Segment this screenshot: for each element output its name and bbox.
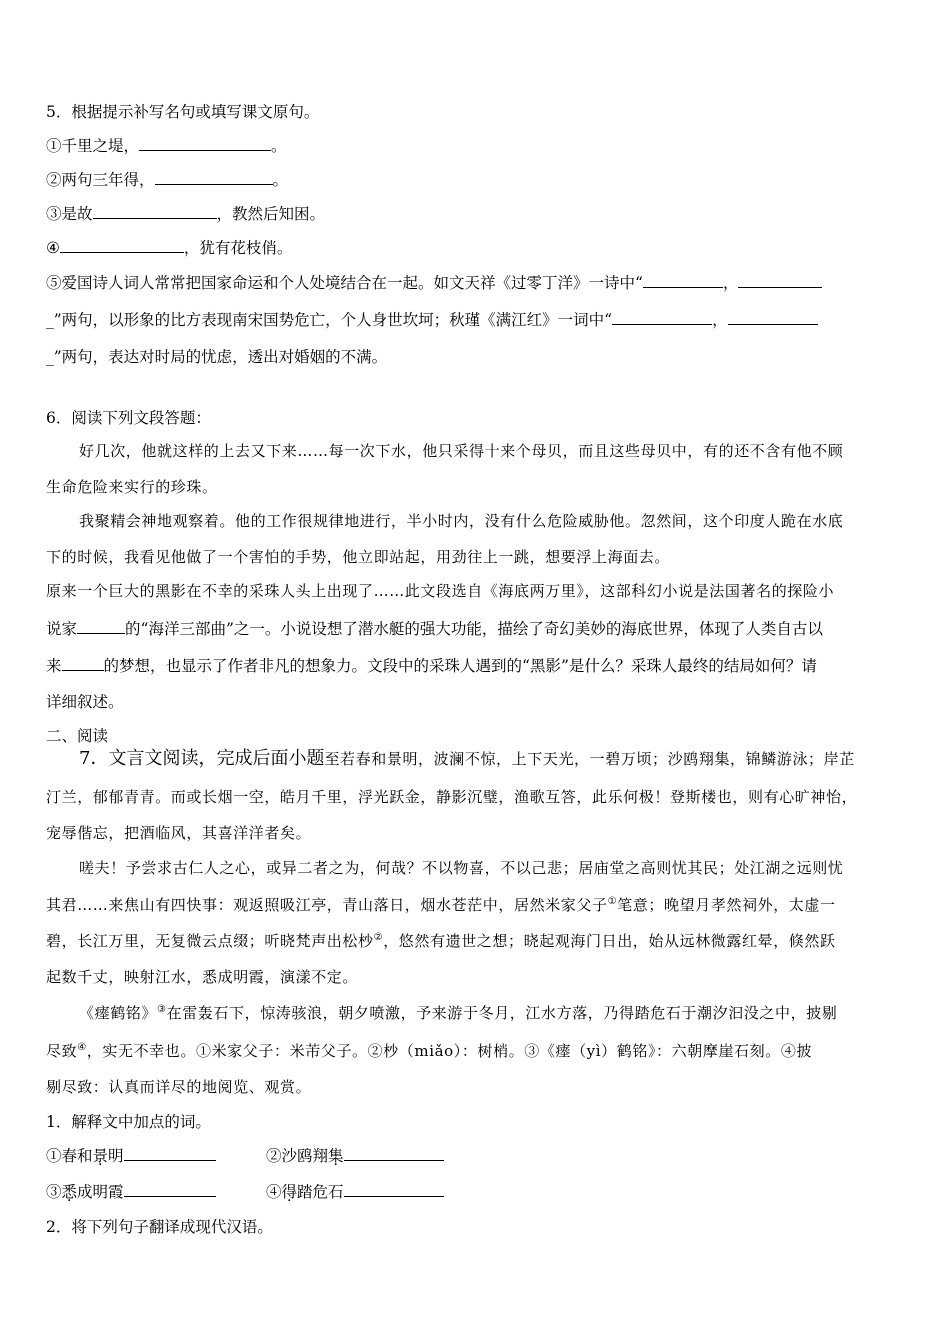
- passage-text: 笔意；晚望月孝然祠外，太虚一: [617, 896, 836, 914]
- item-text: 踏危石: [297, 1183, 344, 1201]
- q5-item-5-line-2: [46, 309, 818, 331]
- passage-line: [46, 618, 823, 640]
- q5-item-1: [46, 135, 287, 157]
- answer-blank[interactable]: [77, 619, 125, 634]
- item-text: ①春和: [46, 1147, 93, 1165]
- footnote-marker: ①: [607, 896, 618, 907]
- passage-line: 详细叙述。: [46, 693, 124, 711]
- word-item-4: [266, 1181, 444, 1203]
- answer-blank[interactable]: [344, 1182, 444, 1197]
- q7-title: 7．文言文阅读，完成后面小题: [79, 748, 325, 769]
- passage-line: [46, 894, 836, 916]
- passage-line: 嗟夫！予尝求古仁人之心，或异二者之为，何哉？不以物喜，不以己悲；居庙堂之高则忧其民；处江湖之远则忧: [79, 859, 844, 877]
- passage-line: 生命危险来实行的珍珠。: [46, 478, 218, 496]
- dotted-word: 悉: [61, 1183, 78, 1201]
- item-text: ，教然后知困。: [216, 205, 326, 223]
- passage-text: 《瘗鹤铭》: [79, 1004, 158, 1022]
- item-text: ⑤爱国诗人词人常常把国家命运和个人处境结合在一起。如文天祥《过零丁洋》一诗中“: [46, 274, 643, 292]
- answer-blank[interactable]: [738, 273, 822, 288]
- word-item-3: [46, 1181, 216, 1203]
- q6-title: 6．阅读下列文段答题：: [46, 409, 211, 427]
- item-text: 明: [108, 1147, 124, 1165]
- footnote-marker: ②: [373, 932, 384, 943]
- item-text: ②两句三年得，: [46, 171, 155, 189]
- footnote-marker: ③: [157, 1004, 167, 1015]
- item-text: 的“海洋三部曲”之一。小说设想了潜水艇的强大功能，描绘了奇幻美妙的海底世界，体现了人类自古以: [125, 620, 823, 638]
- section-title: 二、阅读: [46, 727, 109, 745]
- q7-sub-1-title: 1．解释文中加点的词。: [46, 1113, 211, 1131]
- word-item-1: [46, 1145, 216, 1167]
- item-text: ，: [722, 274, 739, 292]
- dotted-word: 得: [281, 1183, 298, 1201]
- q5-item-3: [46, 203, 325, 225]
- q7-sub-2-title: 2．将下列句子翻译成现代汉语。: [46, 1218, 273, 1236]
- item-text: 来: [46, 657, 62, 675]
- answer-blank[interactable]: [344, 1146, 444, 1161]
- item-text: 成明霞: [77, 1183, 124, 1201]
- dotted-word: 集: [328, 1147, 344, 1165]
- answer-blank[interactable]: [612, 310, 712, 325]
- passage-line: 好几次，他就这样的上去又下来……每一次下水，他只采得十来个母贝，而且这些母贝中，有的还不含有他不顾: [79, 442, 844, 460]
- item-text: ，犹有花枝俏。: [183, 239, 293, 257]
- passage-text: 至若春和景明，波澜不惊，上下天光，一碧万顷；沙鸥翔集，锦鳞游泳；岸芷: [324, 750, 855, 768]
- item-text: ③: [46, 1183, 62, 1201]
- item-text: 的梦想，也显示了作者非凡的想象力。文段中的采珠人遇到的“黑影”是什么？采珠人最终的结局如何？请: [103, 657, 817, 675]
- passage-line: 原来一个巨大的黑影在不幸的采珠人头上出现了……此文段选自《海底两万里》，这部科幻小说是法国著名的探险小: [46, 582, 835, 600]
- item-text: 说家: [46, 620, 78, 638]
- q5-item-5-line-3: _”两句，表达对时局的忧虑，透出对婚姻的不满。: [46, 348, 388, 366]
- q5-item-4: [46, 237, 292, 259]
- item-text: 。: [272, 171, 289, 189]
- passage-line: 下的时候，我看见他做了一个害怕的手势，他立即站起，用劲往上一跳，想要浮上海面去。: [46, 548, 671, 566]
- answer-blank[interactable]: [139, 136, 271, 151]
- q5-title: 5．根据提示补写名句或填写课文原句。: [46, 103, 320, 121]
- item-text: ④: [266, 1183, 282, 1201]
- passage-text: 碧，长江万里，无复微云点缀；听晓梵声出松杪: [46, 932, 374, 950]
- answer-blank[interactable]: [124, 1146, 216, 1161]
- passage-line: [79, 1002, 837, 1024]
- dotted-word: 景: [92, 1147, 109, 1165]
- answer-blank[interactable]: [155, 170, 273, 185]
- passage-line: [46, 1040, 812, 1062]
- item-text: ③是故: [46, 205, 93, 223]
- answer-blank[interactable]: [124, 1182, 216, 1197]
- passage-line: [46, 930, 836, 952]
- passage-line: 宠辱偕忘，把酒临风，其喜洋洋者矣。: [46, 824, 312, 842]
- passage-text: 尽致: [46, 1042, 78, 1060]
- passage-line: 汀兰，郁郁青青。而或长烟一空，皓月千里，浮光跃金，静影沉璧，渔歌互答，此乐何极！登斯楼也，则有心旷神怡，: [46, 788, 858, 806]
- passage-line: 剔尽致：认真而详尽的地阅览、观赏。: [46, 1078, 312, 1096]
- item-text: 。: [271, 137, 287, 155]
- answer-blank[interactable]: [728, 310, 818, 325]
- passage-text: ，悠然有遗世之想；晓起观海门日出，始从远林微露红晕，倏然跃: [383, 932, 836, 950]
- passage-line: 我聚精会神地观察着。他的工作很规律地进行，半小时内，没有什么危险威胁他。忽然间，这个印度人跪在水底: [79, 512, 844, 530]
- q7-first-line: [79, 748, 855, 770]
- answer-blank[interactable]: [93, 204, 217, 219]
- passage-text: 在雷轰石下，惊涛骇浪，朝夕喷激，予来游于冬月，江水方落，乃得踏危石于潮汐汩没之中，披剔: [166, 1004, 838, 1022]
- item-text: ，: [712, 311, 728, 329]
- footnote-marker: ④: [77, 1042, 87, 1053]
- passage-line: [46, 655, 817, 677]
- passage-text: 其君……来焦山有四快事：观返照吸江亭，青山落日，烟水苍茫中，居然米家父子: [46, 896, 608, 914]
- answer-blank[interactable]: [643, 273, 723, 288]
- item-text: ④: [46, 239, 60, 257]
- answer-blank[interactable]: [60, 238, 184, 253]
- item-text: ②沙鸥翔: [266, 1147, 329, 1165]
- answer-blank[interactable]: [62, 656, 104, 671]
- item-text: _”两句，以形象的比方表现南宋国势危亡，个人身世坎坷；秋瑾《满江红》一词中“: [46, 311, 613, 329]
- passage-line: 起数千丈，映射江水，悉成明霞，演漾不定。: [46, 968, 359, 986]
- passage-text: ，实无不幸也。①米家父子：米芾父子。②杪（miǎo）：树梢。③《瘗（yì）鹤铭》：六朝摩崖石刻。④披: [86, 1042, 813, 1060]
- q5-item-5-line-1: [46, 272, 822, 294]
- word-item-2: [266, 1145, 444, 1167]
- item-text: ①千里之堤，: [46, 137, 140, 155]
- q5-item-2: [46, 169, 288, 191]
